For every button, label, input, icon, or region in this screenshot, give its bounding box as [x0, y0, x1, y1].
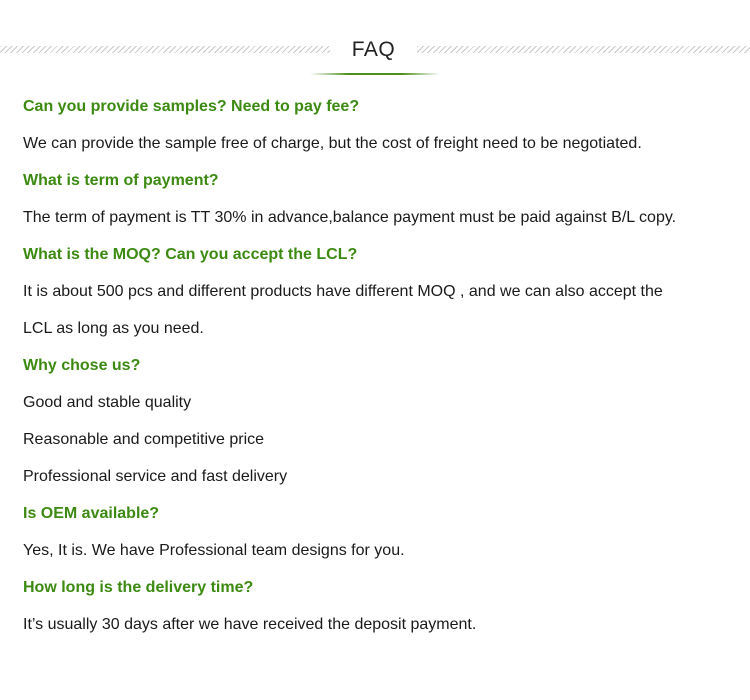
faq-question: How long is the delivery time?	[23, 579, 254, 596]
faq-header	[0, 30, 750, 80]
faq-answer: The term of payment is TT 30% in advance,balance payment must be paid against B/L copy.	[23, 209, 677, 226]
faq-answer: It is about 500 pcs and different products have different MOQ , and we can also accept the	[23, 283, 663, 300]
faq-list	[23, 88, 738, 643]
faq-question: Can you provide samples? Need to pay fee?	[23, 98, 360, 115]
right-hatch-divider	[417, 46, 750, 53]
faq-answer: Professional service and fast delivery	[23, 468, 288, 485]
left-hatch-divider	[0, 46, 330, 53]
faq-answer: It’s usually 30 days after we have received the deposit payment.	[23, 616, 477, 633]
faq-question: Why chose us?	[23, 357, 141, 374]
faq-answer: LCL as long as you need.	[23, 320, 204, 337]
faq-answer: Good and stable quality	[23, 394, 192, 411]
title-underline	[310, 73, 440, 75]
faq-answer: Yes, It is. We have Professional team designs for you.	[23, 542, 405, 559]
faq-answer: We can provide the sample free of charge, but the cost of freight need to be negotiated.	[23, 135, 642, 152]
faq-question: What is the MOQ? Can you accept the LCL?	[23, 246, 358, 263]
faq-question: What is term of payment?	[23, 172, 219, 189]
faq-question: Is OEM available?	[23, 505, 160, 522]
faq-answer: Reasonable and competitive price	[23, 431, 265, 448]
page-title: FAQ	[351, 38, 396, 61]
